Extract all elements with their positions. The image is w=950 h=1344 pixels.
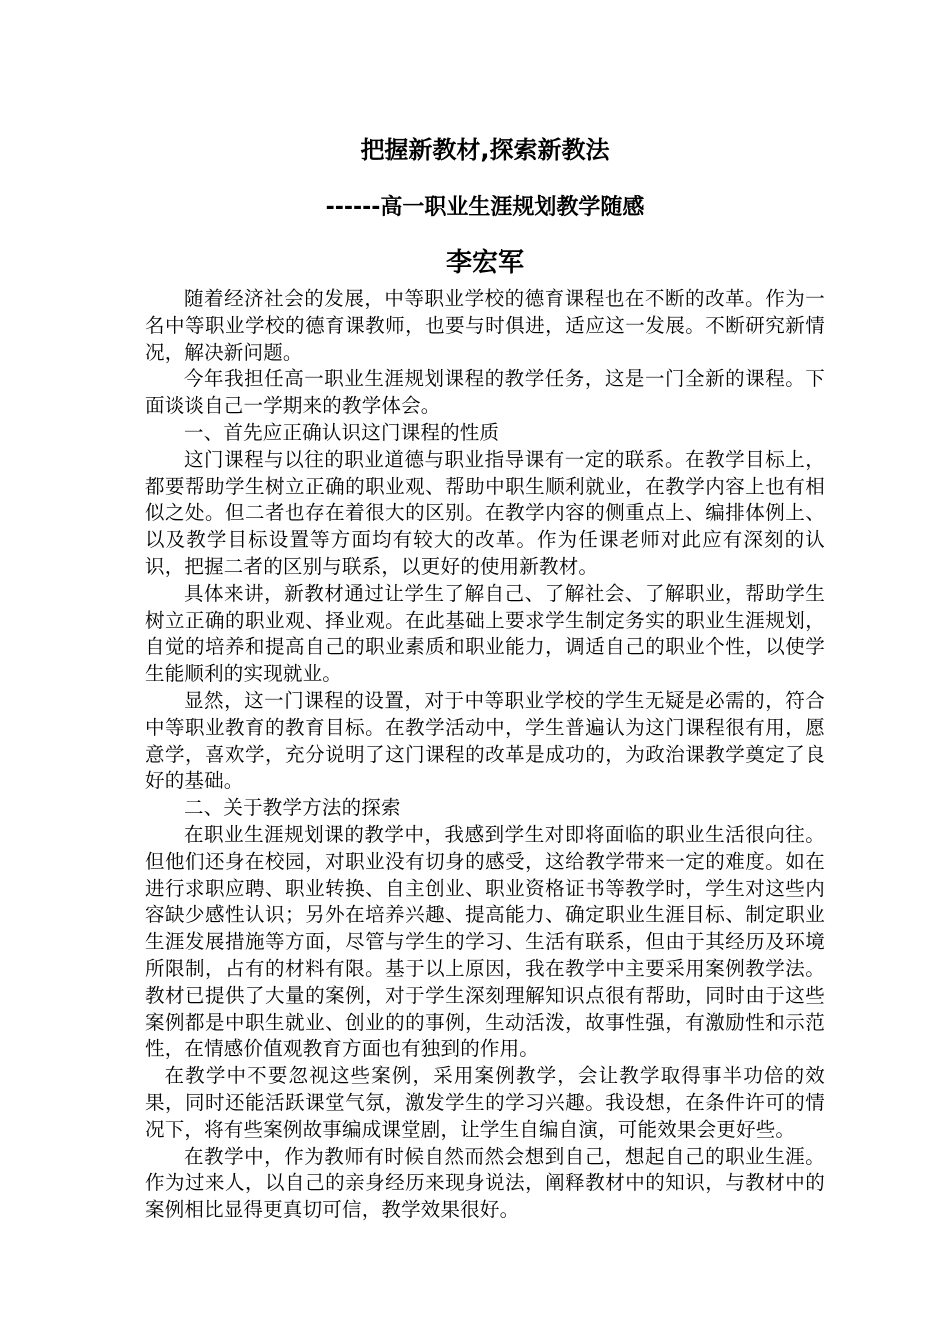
- paragraph: 显然，这一门课程的设置，对于中等职业学校的学生无疑是必需的，符合中等职业教育的教育目标。在教学活动中，学生普遍认为这门课程很有用，愿意学，喜欢学，充分说明了这门课程的改革是成功的，为政治课教学奠定了良好的基础。: [145, 688, 825, 793]
- paragraph: 今年我担任高一职业生涯规划课程的教学任务，这是一门全新的课程。下面谈谈自己一学期来的教学体会。: [145, 367, 825, 418]
- document-page: [145, 128, 825, 1224]
- paragraph: 在教学中不要忽视这些案例，采用案例教学，会让教学取得事半功倍的效果，同时还能活跃课堂气氛，激发学生的学习兴趣。我设想，在条件许可的情况下，将有些案例故事编成课堂剧，让学生自编自演，可能效果会更好些。: [145, 1064, 825, 1141]
- paragraph: 随着经济社会的发展，中等职业学校的德育课程也在不断的改革。作为一名中等职业学校的德育课教师，也要与时俱进，适应这一发展。不断研究新情况，解决新问题。: [145, 287, 825, 364]
- paragraph: 具体来讲，新教材通过让学生了解自己、了解社会、了解职业，帮助学生树立正确的职业观、择业观。在此基础上要求学生制定务实的职业生涯规划，自觉的培养和提高自己的职业素质和职业能力，调适自己的职业个性，以使学生能顺利的实现就业。: [145, 581, 825, 686]
- document-subtitle: ------高一职业生涯规划教学随感: [325, 195, 645, 220]
- document-title: 把握新教材,探索新教法: [360, 136, 610, 164]
- document-author: 李宏军: [445, 248, 524, 278]
- paragraph: 这门课程与以往的职业道德与职业指导课有一定的联系。在教学目标上，都要帮助学生树立正确的职业观、帮助中职生顺利就业，在教学内容上也有相似之处。但二者也存在着很大的区别。在教学内容的侧重点上、编排体例上、以及教学目标设置等方面均有较大的改革。作为任课老师对此应有深刻的认识，把握二者的区别与联系，以更好的使用新教材。: [145, 447, 825, 578]
- section-heading: 一、首先应正确认识这门课程的性质: [184, 420, 500, 444]
- section-heading: 二、关于教学方法的探索: [184, 796, 401, 820]
- document-body: [145, 286, 825, 1224]
- paragraph: 在教学中，作为教师有时候自然而然会想到自己，想起自己的职业生涯。作为过来人，以自己的亲身经历来现身说法，阐释教材中的知识，与教材中的案例相比显得更真切可信，教学效果很好。: [145, 1144, 825, 1222]
- paragraph: 在职业生涯规划课的教学中，我感到学生对即将面临的职业生活很向往。但他们还身在校园，对职业没有切身的感受，这给教学带来一定的难度。如在进行求职应聘、职业转换、自主创业、职业资格证书等教学时，学生对这些内容缺少感性认识；另外在培养兴趣、提高能力、确定职业生涯目标、制定职业生涯发展措施等方面，尽管与学生的学习、生活有联系，但由于其经历及环境所限制，占有的材料有限。基于以上原因，我在教学中主要采用案例教学法。教材已提供了大量的案例，对于学生深刻理解知识点很有帮助，同时由于这些案例都是中职生就业、创业的的事例，生动活泼，故事性强，有激励性和示范性，在情感价值观教育方面也有独到的作用。: [145, 822, 825, 1061]
